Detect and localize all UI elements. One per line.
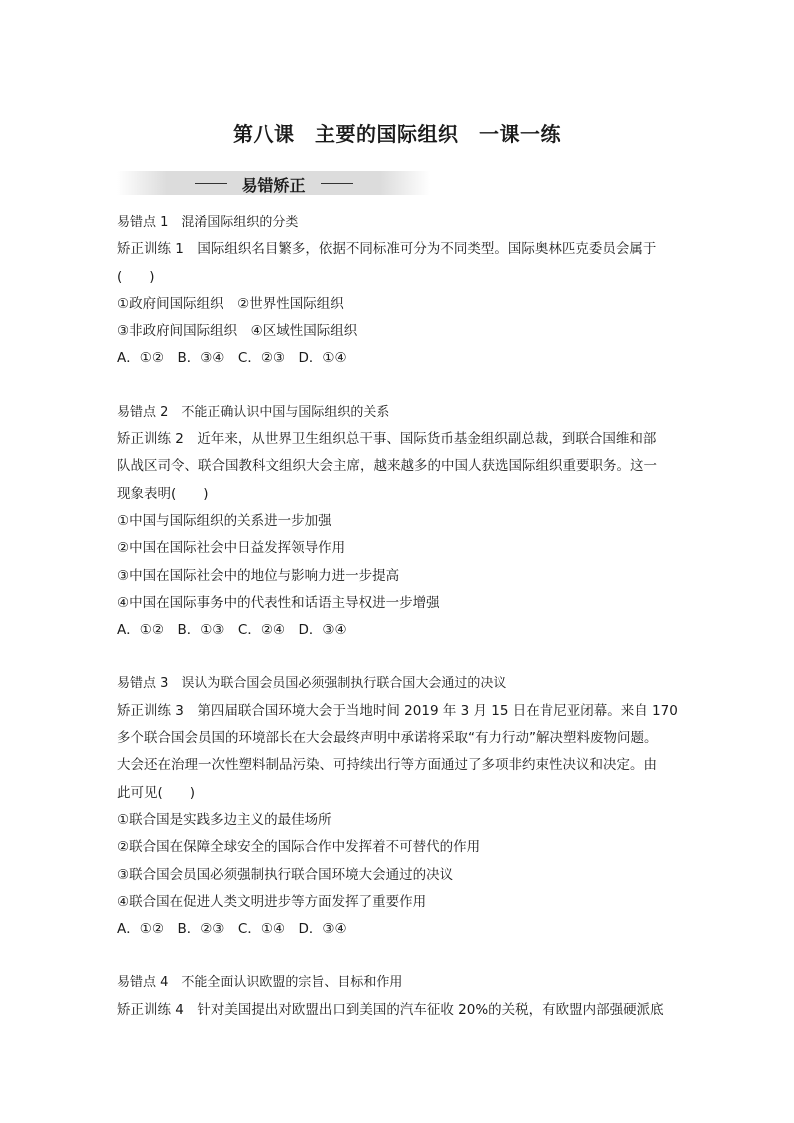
question-2-stem-line: 现象表明( ) — [117, 485, 209, 502]
page-title: 第八课 主要的国际组织 一课一练 — [233, 122, 561, 146]
question-1-stem-line: ( ) — [117, 268, 155, 285]
question-list — [117, 209, 680, 1024]
question-2-stem-line: 矫正训练 2 近年来，从世界卫生组织总干事、国际货币基金组织副总裁，到联合国维和部 — [117, 431, 657, 448]
question-4 — [117, 969, 680, 1024]
error-point-4: 易错点 4 不能全面认识欧盟的宗旨、目标和作用 — [117, 975, 403, 991]
question-2-option: ③中国在国际社会中的地位与影响力进一步提高 — [117, 567, 400, 584]
question-2 — [117, 399, 680, 645]
question-1-option: ③非政府间国际组织 ④区域性国际组织 — [117, 323, 358, 340]
banner-title: 易错矫正 — [241, 176, 306, 195]
question-4-stem-line: 矫正训练 4 针对美国提出对欧盟出口到美国的汽车征收 20%的关税，有欧盟内部强硬派底 — [117, 1001, 664, 1018]
error-point-1: 易错点 1 混淆国际组织的分类 — [117, 215, 299, 230]
question-3-stem-line: 矫正训练 3 第四届联合国环境大会于当地时间 2019 年 3 月 15 日在肯尼亚闭幕。来自 170 — [117, 702, 678, 719]
question-2-stem-line: 队战区司令、联合国教科文组织大会主席，越来越多的中国人获选国际组织重要职务。这一 — [117, 458, 657, 475]
question-2-option: ①中国与国际组织的关系进一步加强 — [117, 512, 332, 529]
question-2-option: ④中国在国际事务中的代表性和话语主导权进一步增强 — [117, 594, 440, 611]
section-banner — [117, 171, 430, 195]
question-3-option: ③联合国会员国必须强制执行联合国环境大会通过的决议 — [117, 866, 454, 883]
question-3-choices: A．①② B．②③ C．①④ D．③④ — [117, 921, 347, 938]
question-3-stem-line: 大会还在治理一次性塑料制品污染、可持续出行等方面通过了多项非约束性决议和决定。由 — [117, 757, 657, 774]
question-3-stem-line: 多个联合国会员国的环境部长在大会最终声明中承诺将采取“有力行动”解决塑料废物问题。 — [117, 730, 658, 747]
question-1 — [117, 209, 680, 373]
question-2-choices: A．①② B．①③ C．②④ D．③④ — [117, 622, 347, 639]
question-3-option: ②联合国在保障全球安全的国际合作中发挥着不可替代的作用 — [117, 839, 481, 856]
question-2-option: ②中国在国际社会中日益发挥领导作用 — [117, 540, 346, 557]
question-1-choices: A．①② B．③④ C．②③ D．①④ — [117, 350, 347, 367]
question-1-option: ①政府间国际组织 ②世界性国际组织 — [117, 295, 344, 312]
question-3-option: ①联合国是实践多边主义的最佳场所 — [117, 811, 332, 828]
error-point-2: 易错点 2 不能正确认识中国与国际组织的关系 — [117, 404, 390, 420]
question-3-option: ④联合国在促进人类文明进步等方面发挥了重要作用 — [117, 893, 427, 910]
question-3 — [117, 670, 680, 943]
error-point-3: 易错点 3 误认为联合国会员国必须强制执行联合国大会通过的决议 — [117, 676, 507, 692]
question-1-stem-line: 矫正训练 1 国际组织名目繁多，依据不同标准可分为不同类型。国际奥林匹克委员会属于 — [117, 241, 657, 258]
question-3-stem-line: 此可见( ) — [117, 784, 196, 801]
